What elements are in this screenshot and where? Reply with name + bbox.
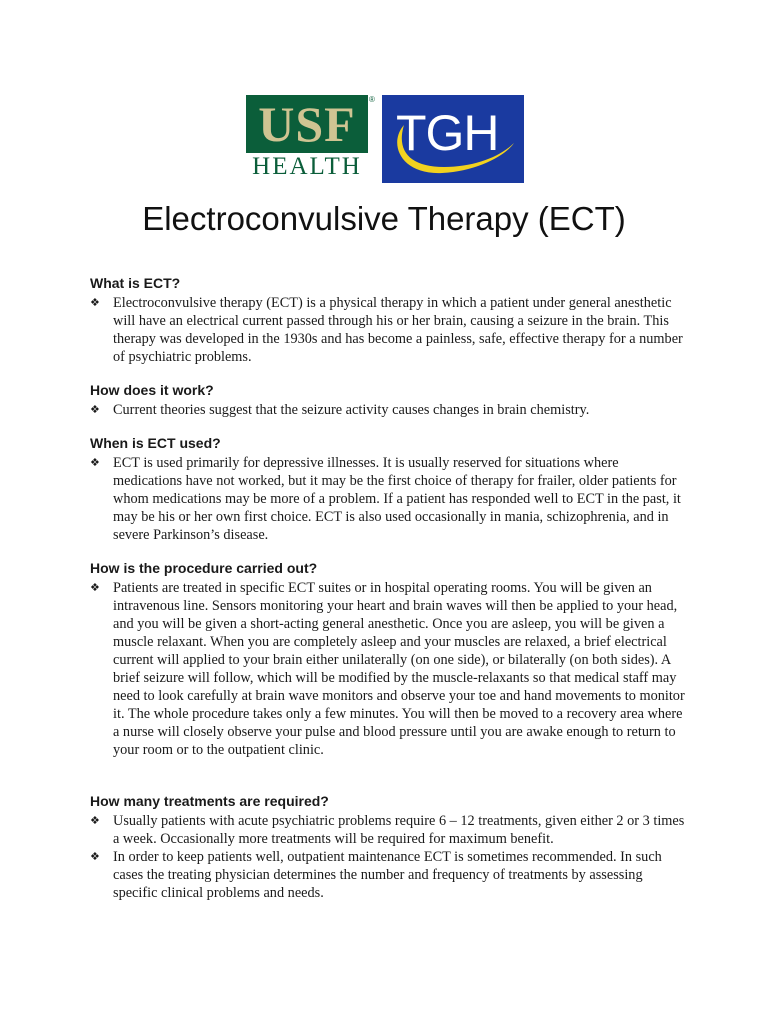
diamond-bullet-icon: ❖ (90, 814, 100, 827)
section-procedure (90, 559, 690, 759)
diamond-bullet-icon: ❖ (90, 581, 100, 594)
section-heading: When is ECT used? (90, 435, 221, 451)
bullet-item (90, 579, 690, 759)
usf-health-logo (246, 95, 376, 183)
bullet-text: Electroconvulsive therapy (ECT) is a physical therapy in which a patient under general anesthetic will have an electrical current passed through his or her brain, causing a seizure in the brain. This therapy was developed in the 1930s and has become a painless, safe, effective therapy for a number of psychiatric problems. (113, 295, 683, 365)
section-heading: How is the procedure carried out? (90, 560, 318, 576)
tgh-logo-text: TGH (396, 105, 499, 161)
section-when-is-ect-used (90, 434, 690, 544)
page-title: Electroconvulsive Therapy (ECT) (142, 200, 626, 237)
bullet-text: ECT is used primarily for depressive illnesses. It is usually reserved for situations where medications have not worked, but it may be the first choice of therapy for frailer, older patients for whom medications may be more of a problem. If a patient has responded well to ECT in the past, it may be his or her own first choice. ECT is also used occasionally in mania, schizophrenia, and in severe Parkinson’s disease. (113, 455, 681, 543)
bullet-item (90, 401, 690, 419)
section-heading: How does it work? (90, 382, 214, 398)
bullet-item (90, 848, 690, 902)
section-how-does-it-work (90, 381, 690, 419)
usf-logo-text: USF (258, 96, 356, 152)
section-heading: What is ECT? (90, 275, 181, 291)
bullet-text: Usually patients with acute psychiatric problems require 6 – 12 treatments, given either 2 or 3 times a week. Occasionally more treatments will be required for maximum benefit. (113, 813, 685, 847)
diamond-bullet-icon: ❖ (90, 850, 100, 863)
bullet-item (90, 812, 690, 848)
section-treatments-required (90, 792, 690, 902)
tgh-logo (382, 95, 524, 183)
bullet-item (90, 294, 690, 366)
usf-health-text: HEALTH (252, 153, 362, 180)
registered-mark: ® (369, 95, 375, 104)
section-heading: How many treatments are required? (90, 793, 329, 809)
diamond-bullet-icon: ❖ (90, 403, 100, 416)
bullet-text: In order to keep patients well, outpatient maintenance ECT is sometimes recommended. In such cases the treating physician determines the number and frequency of treatments by assessing specific clinical problems and needs. (113, 849, 662, 901)
section-what-is-ect (90, 274, 690, 366)
bullet-item (90, 454, 690, 544)
diamond-bullet-icon: ❖ (90, 456, 100, 469)
diamond-bullet-icon: ❖ (90, 296, 100, 309)
bullet-text: Current theories suggest that the seizure activity causes changes in brain chemistry. (113, 402, 590, 418)
usf-logo-box (246, 95, 368, 153)
logo-banner (246, 95, 524, 183)
bullet-text: Patients are treated in specific ECT suites or in hospital operating rooms. You will be given an intravenous line. Sensors monitoring your heart and brain waves will then be applied to your head, and you will be given a short-acting general anesthetic. Once you are asleep, you will be given a muscle relaxant. When you are completely asleep and your muscles are relaxed, a brief electrical current will applied to your brain either unilaterally (on one side), or bilaterally (on both sides). A brief seizure will follow, which will be modified by the muscle-relaxants so that medical staff may need to look carefully at brain wave monitors and observe your toe and hand movements to monitor it. The whole procedure takes only a few minutes. You will then be moved to a recovery area where a nurse will closely observe your pulse and blood pressure until you are awake enough to return to your room or to the outpatient clinic. (113, 580, 685, 758)
